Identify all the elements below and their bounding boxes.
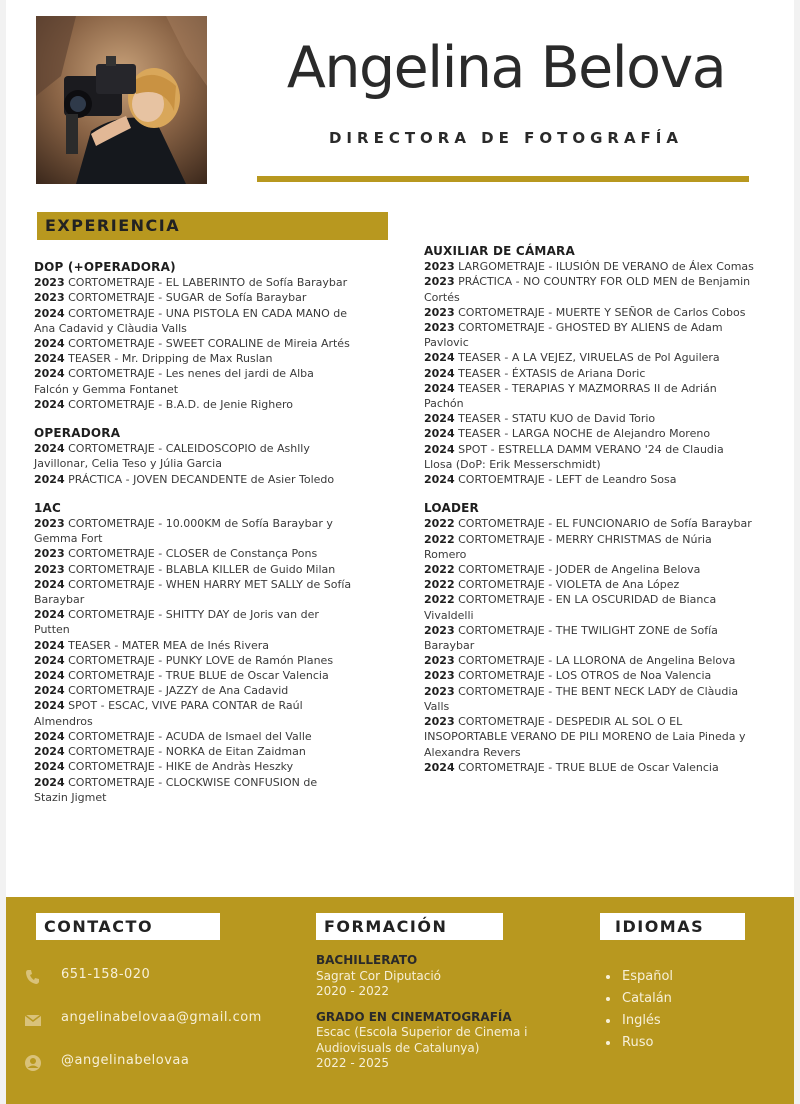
experience-entry: [424, 653, 754, 668]
language-item: Español: [606, 966, 673, 988]
entry-year: 2022: [424, 593, 455, 607]
education-degree: BACHILLERATO: [316, 953, 418, 967]
entry-text: CORTOMETRAJE - MERRY CHRISTMAS de Núria Romero: [424, 532, 712, 561]
experience-right-column: [424, 244, 754, 775]
education-item: [316, 1010, 546, 1072]
entry-text: CORTOMETRAJE - B.A.D. de Jenie Righero: [68, 397, 294, 411]
experience-entry: [34, 683, 352, 698]
entry-year: 2024: [34, 397, 65, 411]
entry-text: CORTOMETRAJE - TRUE BLUE de Oscar Valencia: [458, 760, 719, 774]
experience-entry: [34, 562, 352, 577]
footer: [6, 897, 794, 1104]
entry-year: 2022: [424, 532, 455, 546]
experience-entry: [34, 397, 352, 412]
experience-entry: [424, 472, 754, 487]
mail-icon: [24, 1011, 42, 1029]
entry-text: TEASER - A LA VEJEZ, VIRUELAS de Pol Aguilera: [458, 351, 720, 365]
entry-text: CORTOMETRAJE - THE TWILIGHT ZONE de Sofía Baraybar: [424, 623, 718, 653]
entry-text: CORTOMETRAJE - NORKA de Eitan Zaidman: [68, 745, 306, 759]
entry-year: 2024: [34, 729, 65, 743]
entry-text: TEASER - STATU KUO de David Torio: [458, 412, 656, 426]
experience-entry: [34, 351, 352, 366]
entry-year: 2024: [34, 653, 65, 667]
entry-year: 2024: [34, 608, 65, 622]
experience-entry: [424, 274, 754, 304]
experience-entry: [34, 607, 352, 637]
education-years: 2020 - 2022: [316, 984, 390, 998]
education-school: Escac (Escola Superior de Cinema i Audiovisuals de Catalunya): [316, 1025, 528, 1055]
experience-section-heading: LOADER: [424, 501, 479, 516]
experience-entry: [424, 532, 754, 562]
experience-section-heading: OPERADORA: [34, 426, 121, 441]
experience-left-column: [34, 260, 352, 805]
social-handle: @angelinabelovaa: [61, 1053, 190, 1068]
experience-entry: [424, 623, 754, 653]
entry-text: CORTOMETRAJE - THE BENT NECK LADY de Clàudia Valls: [424, 684, 739, 713]
experience-entry: [424, 305, 754, 320]
experience-entry: [424, 366, 754, 381]
entry-year: 2023: [424, 623, 455, 637]
entry-year: 2024: [34, 577, 65, 591]
experience-entry: [34, 366, 352, 396]
entry-year: 2024: [34, 760, 65, 774]
education-school: Sagrat Cor Diputació: [316, 968, 441, 983]
experience-entry: [424, 516, 754, 531]
entry-text: CORTOMETRAJE - LOS OTROS de Noa Valencia: [458, 669, 712, 683]
experience-entry: [424, 320, 754, 350]
experience-entry: [34, 744, 352, 759]
experience-entry: [34, 516, 352, 546]
user-icon: [24, 1054, 42, 1072]
entry-text: CORTOMETRAJE - SWEET CORALINE de Mireia Artés: [68, 337, 350, 351]
entry-text: CORTOMETRAJE - PUNKY LOVE de Ramón Planes: [68, 653, 334, 667]
entry-text: TEASER - MATER MEA de Inés Rivera: [68, 638, 269, 652]
entry-text: CORTOMETRAJE - CLOSER de Constança Pons: [68, 547, 318, 561]
entry-year: 2024: [34, 669, 65, 683]
phone-number: 651-158-020: [61, 967, 151, 982]
entry-year: 2023: [424, 669, 455, 683]
entry-text: CORTOMETRAJE - EL LABERINTO de Sofía Baraybar: [68, 276, 348, 290]
experience-entry: [424, 577, 754, 592]
language-item: Inglés: [606, 1010, 673, 1032]
entry-year: 2024: [34, 745, 65, 759]
experience-entry: [424, 350, 754, 365]
education-degree: GRADO EN CINEMATOGRAFÍA: [316, 1009, 512, 1024]
entry-text: CORTOMETRAJE - DESPEDIR AL SOL O EL INSOPORTABLE VERANO DE PILI MORENO de Laia Pineda y Alexandra Revers: [424, 715, 746, 759]
entry-year: 2024: [424, 381, 455, 395]
entry-text: CORTOMETRAJE - UNA PISTOLA EN CADA MANO de Ana Cadavid y Clàudia Valls: [34, 306, 347, 335]
experience-section-heading: AUXILIAR DE CÁMARA: [424, 244, 575, 258]
entry-text: CORTOMETRAJE - VIOLETA de Ana López: [458, 578, 680, 592]
entry-year: 2024: [34, 352, 65, 366]
profile-photo: [36, 16, 207, 184]
experience-entry: [424, 381, 754, 411]
entry-year: 2022: [424, 517, 455, 531]
section-gap: [34, 487, 352, 501]
entry-year: 2023: [424, 715, 455, 729]
education-item: [316, 953, 546, 1000]
experience-entry: [424, 684, 754, 714]
entry-text: CORTOMETRAJE - WHEN HARRY MET SALLY de Sofía Baraybar: [34, 577, 352, 607]
education-title: FORMACIÓN: [324, 917, 448, 936]
entry-year: 2024: [424, 473, 455, 487]
experience-entry: [424, 442, 754, 472]
experience-entry: [424, 714, 754, 760]
candidate-name: Angelina Belova: [286, 35, 726, 101]
entry-text: PRÁCTICA - JOVEN DECANDENTE de Asier Toledo: [68, 472, 335, 486]
entry-text: TEASER - ÉXTASIS de Ariana Doric: [458, 366, 646, 380]
entry-text: CORTOMETRAJE - SUGAR de Sofía Baraybar: [68, 291, 307, 305]
experience-entry: [34, 653, 352, 668]
entry-year: 2023: [424, 654, 455, 668]
languages-header-box: [600, 913, 745, 940]
entry-text: SPOT - ESCAC, VIVE PARA CONTAR de Raúl Almendros: [34, 699, 303, 728]
language-item: Catalán: [606, 988, 673, 1010]
entry-text: CORTOMETRAJE - CLOCKWISE CONFUSION de Stazin Jigmet: [34, 775, 318, 804]
entry-text: CORTOMETRAJE - LA LLORONA de Angelina Belova: [458, 654, 736, 668]
entry-year: 2023: [424, 305, 455, 319]
experience-entry: [34, 638, 352, 653]
experience-section-heading: 1AC: [34, 500, 62, 515]
entry-year: 2023: [424, 275, 455, 289]
experience-entry: [34, 336, 352, 351]
education-list: [316, 953, 546, 1072]
entry-text: CORTOMETRAJE - 10.000KM de Sofía Baraybar y Gemma Fort: [34, 517, 333, 546]
experience-title: EXPERIENCIA: [45, 216, 181, 235]
header-divider: [257, 176, 749, 182]
entry-text: CORTOMETRAJE - TRUE BLUE de Oscar Valencia: [68, 669, 329, 683]
experience-entry: [424, 259, 754, 274]
entry-text: CORTOMETRAJE - Les nenes del jardi de Alba Falcón y Gemma Fontanet: [34, 367, 314, 396]
entry-text: CORTOMETRAJE - EN LA OSCURIDAD de Bianca Vivaldelli: [424, 593, 717, 622]
entry-text: LARGOMETRAJE - ILUSIÓN DE VERANO de Álex Comas: [458, 260, 754, 274]
entry-text: CORTOMETRAJE - SHITTY DAY de Joris van der Putten: [34, 608, 319, 637]
entry-year: 2024: [34, 442, 65, 456]
entry-year: 2022: [424, 578, 455, 592]
experience-entry: [34, 729, 352, 744]
experience-entry: [34, 775, 352, 805]
entry-year: 2024: [424, 442, 455, 456]
contact-header-box: [36, 913, 220, 940]
entry-text: SPOT - ESTRELLA DAMM VERANO '24 de Claudia Llosa (DoP: Erik Messerschmidt): [424, 442, 724, 471]
education-header-box: [316, 913, 503, 940]
entry-year: 2024: [34, 472, 65, 486]
entry-year: 2023: [424, 260, 455, 274]
entry-year: 2024: [424, 366, 455, 380]
job-title: DIRECTORA DE FOTOGRAFÍA: [328, 129, 683, 147]
experience-entry: [34, 668, 352, 683]
entry-year: 2024: [34, 684, 65, 698]
language-item: Ruso: [606, 1032, 673, 1054]
entry-text: CORTOMETRAJE - EL FUNCIONARIO de Sofía Baraybar: [458, 517, 752, 531]
languages-list: [606, 966, 673, 1054]
entry-year: 2024: [424, 351, 455, 365]
experience-entry: [34, 759, 352, 774]
entry-text: CORTOMETRAJE - JAZZY de Ana Cadavid: [68, 684, 289, 698]
entry-year: 2023: [34, 291, 65, 305]
entry-text: CORTOMETRAJE - HIKE de Andràs Heszky: [68, 760, 294, 774]
experience-entry: [34, 577, 352, 607]
experience-entry: [34, 546, 352, 561]
entry-text: CORTOMETRAJE - CALEIDOSCOPIO de Ashlly Javillonar, Celia Teso y Júlia Garcia: [34, 442, 310, 471]
education-years: 2022 - 2025: [316, 1056, 390, 1070]
experience-entry: [424, 426, 754, 441]
entry-text: CORTOMETRAJE - ACUDA de Ismael del Valle: [68, 729, 312, 743]
phone-icon: [24, 968, 42, 986]
entry-year: 2024: [34, 367, 65, 381]
experience-entry: [34, 275, 352, 290]
contact-title: CONTACTO: [44, 917, 154, 936]
experience-entry: [34, 472, 352, 487]
entry-year: 2024: [34, 306, 65, 320]
experience-entry: [34, 290, 352, 305]
languages-title: IDIOMAS: [615, 917, 705, 936]
section-gap: [34, 412, 352, 426]
entry-year: 2024: [34, 775, 65, 789]
entry-year: 2023: [424, 684, 455, 698]
entry-year: 2024: [34, 638, 65, 652]
experience-entry: [424, 668, 754, 683]
entry-year: 2024: [34, 337, 65, 351]
experience-entry: [34, 698, 352, 728]
entry-text: TEASER - TERAPIAS Y MAZMORRAS II de Adrián Pachón: [424, 381, 717, 411]
entry-text: TEASER - LARGA NOCHE de Alejandro Moreno: [458, 427, 711, 441]
entry-text: CORTOMETRAJE - MUERTE Y SEÑOR de Carlos Cobos: [458, 305, 746, 319]
entry-text: CORTOMETRAJE - GHOSTED BY ALIENS de Adam Pavlovic: [424, 321, 723, 350]
entry-text: CORTOMETRAJE - BLABLA KILLER de Guido Milan: [68, 562, 336, 576]
entry-year: 2023: [34, 562, 65, 576]
experience-entry: [424, 760, 754, 775]
entry-text: TEASER - Mr. Dripping de Max Ruslan: [68, 352, 273, 366]
entry-year: 2023: [34, 547, 65, 561]
experience-entry: [424, 562, 754, 577]
experience-entry: [424, 592, 754, 622]
resume-page: [6, 0, 794, 1104]
entry-year: 2024: [34, 699, 65, 713]
email-address: angelinabelovaa@gmail.com: [61, 1010, 262, 1025]
entry-year: 2024: [424, 760, 455, 774]
entry-year: 2023: [34, 517, 65, 531]
entry-year: 2024: [424, 427, 455, 441]
entry-text: PRÁCTICA - NO COUNTRY FOR OLD MEN de Benjamin Cortés: [424, 275, 751, 304]
entry-year: 2024: [424, 412, 455, 426]
experience-entry: [34, 441, 352, 471]
entry-year: 2023: [424, 321, 455, 335]
experience-header-bar: [37, 212, 388, 240]
experience-entry: [424, 411, 754, 426]
entry-text: CORTOMETRAJE - JODER de Angelina Belova: [458, 563, 701, 577]
experience-entry: [34, 306, 352, 336]
profile-photo-image: [36, 16, 207, 184]
entry-year: 2022: [424, 563, 455, 577]
experience-section-heading: DOP (+OPERADORA): [34, 260, 176, 274]
section-gap: [424, 487, 754, 501]
entry-year: 2023: [34, 276, 65, 290]
entry-text: CORTOEMTRAJE - LEFT de Leandro Sosa: [458, 473, 677, 487]
